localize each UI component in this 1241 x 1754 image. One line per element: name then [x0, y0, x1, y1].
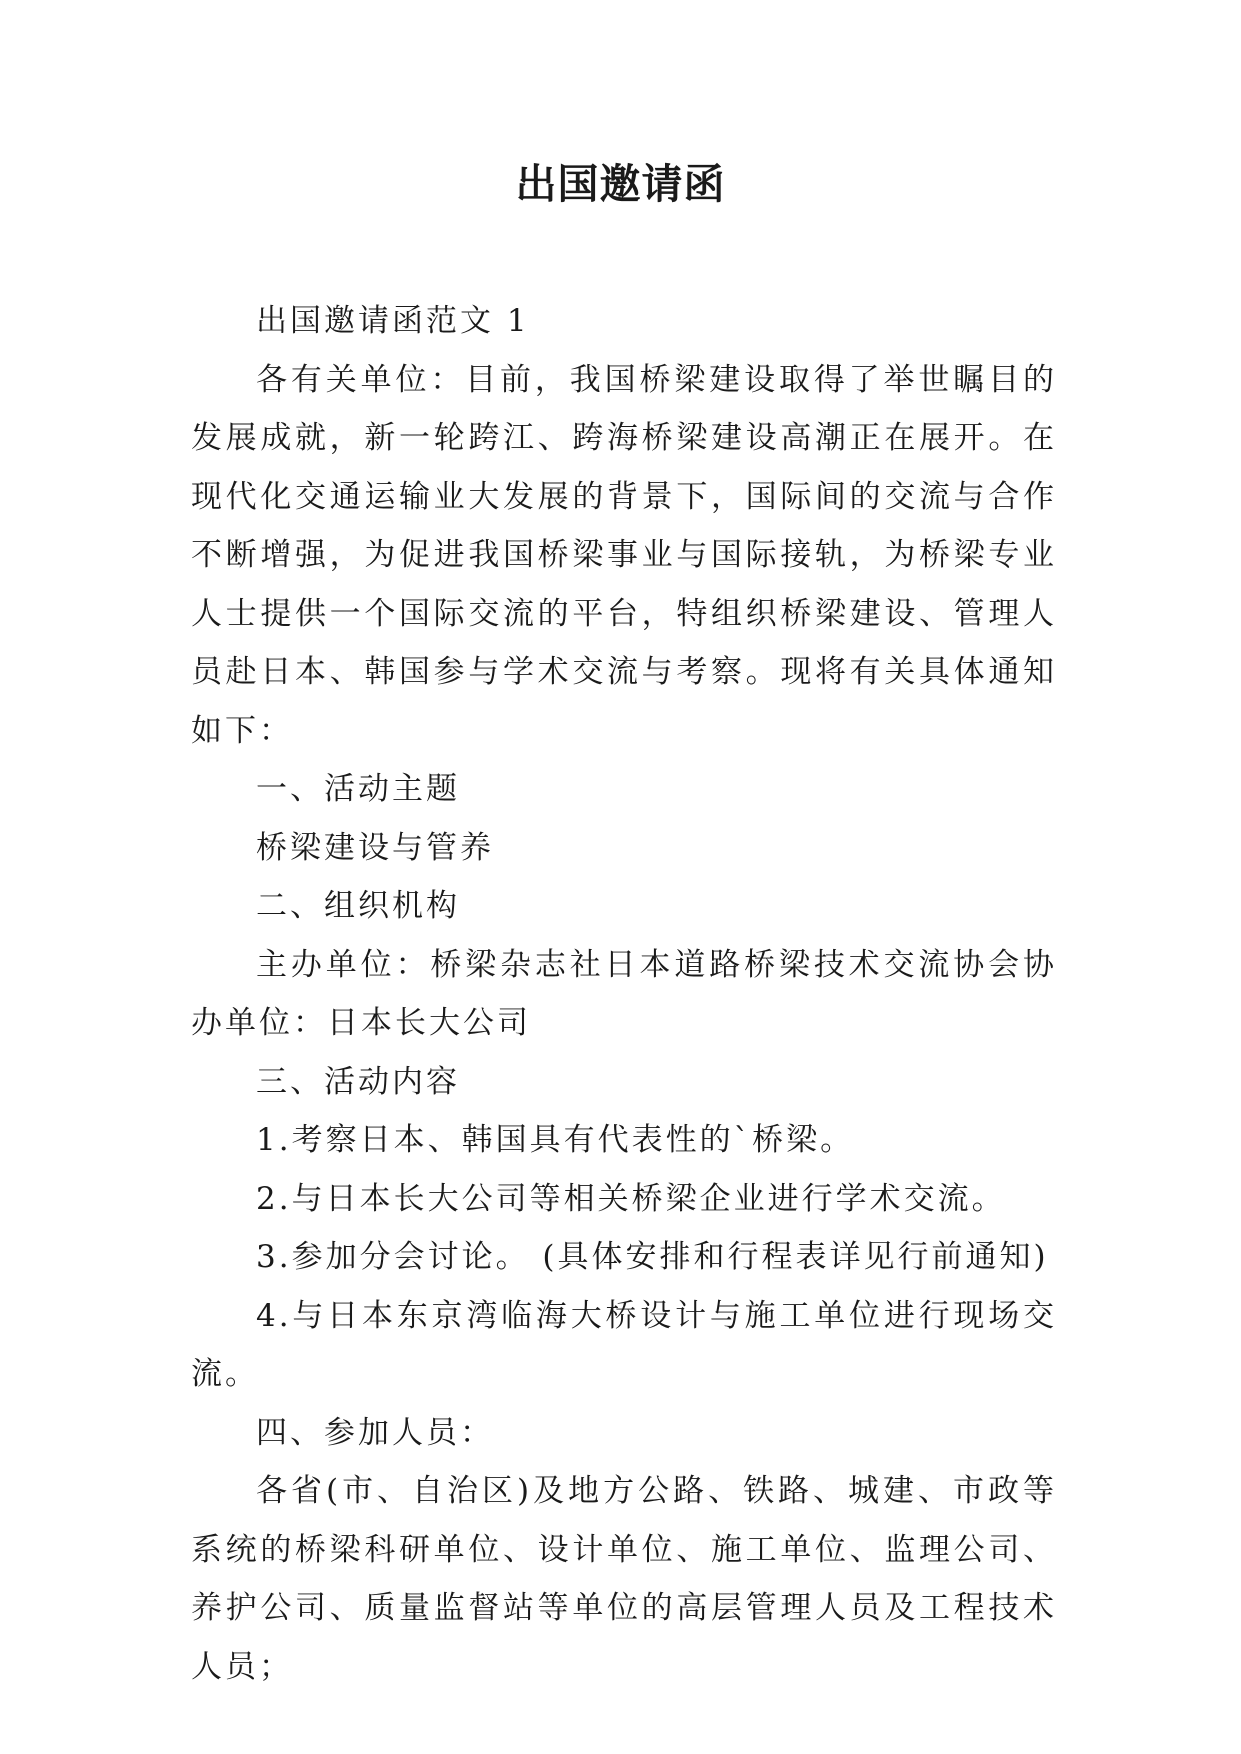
content-item-4: 4.与日本东京湾临海大桥设计与施工单位进行现场交流。 — [191, 1297, 1057, 1392]
document-body — [191, 292, 1057, 1696]
intro-paragraph: 各有关单位：目前，我国桥梁建设取得了举世瞩目的发展成就，新一轮跨江、跨海桥梁建设高潮正在展开。在现代化交通运输业大发展的背景下，国际间的交流与合作不断增强，为促进我国桥梁事业与国际接轨，为桥梁专业人士提供一个国际交流的平台，特组织桥梁建设、管理人员赴日本、韩国参与学术交流与考察。现将有关具体通知如下： — [191, 361, 1057, 749]
theme-text: 桥梁建设与管养 — [256, 829, 494, 866]
sample-heading: 出国邀请函范文 1 — [256, 303, 530, 339]
content-item-3: 3.参加分会讨论。 (具体安排和行程表详见行前通知) — [256, 1239, 1049, 1275]
document-title: 出国邀请函 — [515, 160, 726, 208]
section-heading-organization: 二、组织机构 — [256, 888, 460, 924]
content-item-2: 2.与日本长大公司等相关桥梁企业进行学术交流。 — [256, 1180, 1006, 1217]
section-heading-participants: 四、参加人员： — [256, 1414, 494, 1451]
content-item-1: 1.考察日本、韩国具有代表性的`桥梁。 — [256, 1122, 855, 1158]
section-heading-content: 三、活动内容 — [256, 1063, 460, 1100]
section-heading-theme: 一、活动主题 — [256, 771, 460, 807]
organization-text: 主办单位：桥梁杂志社日本道路桥梁技术交流协会协办单位：日本长大公司 — [191, 946, 1057, 1041]
participants-text: 各省(市、自治区)及地方公路、铁路、城建、市政等系统的桥梁科研单位、设计单位、施工单位、监理公司、养护公司、质量监督站等单位的高层管理人员及工程技术人员； — [191, 1473, 1057, 1685]
